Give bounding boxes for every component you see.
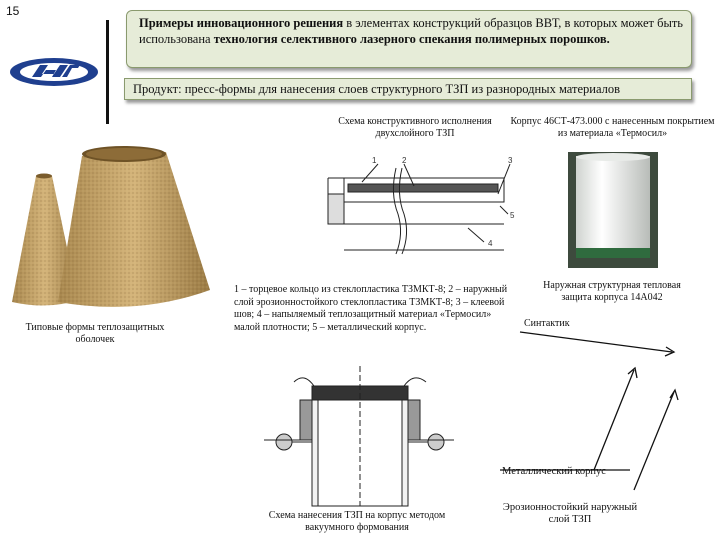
organization-logo-emblem-icon (8, 56, 100, 88)
vertical-divider (106, 20, 109, 124)
callout-2: 2 (402, 156, 407, 165)
callout-3: 3 (508, 156, 513, 165)
label-erosion-layer: Эрозионностойкий наружный слой ТЗП (502, 502, 638, 525)
label-syntactic: Синтактик (524, 318, 570, 329)
title-bold-part: Примеры инновационного решения (139, 16, 344, 30)
caption-two-layer-scheme: Схема конструктивного исполнения двухслойного ТЗП (338, 116, 492, 139)
callout-5: 5 (510, 211, 515, 220)
two-layer-scheme-diagram (318, 154, 520, 258)
caption-outer-protection: Наружная структурная тепловая защита корпуса 14А042 (543, 280, 681, 303)
legend-text: 1 – торцевое кольцо из стеклопластика ТЗМКТ-8; 2 – наружный слой эрозионностойкого стеклопластика ТЗМКТ-8; 3 – клеевой шов; 4 – напыляемый теплозащитный материал «Термосил» малой плотности; 5 – металлический корпус. (234, 284, 508, 333)
title-bold-part-2: технология селективного лазерного спекания полимерных порошков. (213, 32, 610, 46)
slide-title-box (126, 10, 692, 68)
callout-1: 1 (372, 156, 377, 165)
caption-vacuum-scheme: Схема нанесения ТЗП на корпус методом вакуумного формования (268, 510, 446, 533)
slide-number: 15 (6, 4, 20, 18)
callout-4: 4 (488, 239, 493, 248)
housing-photo (568, 152, 658, 268)
label-metal-housing: Металлический корпус (502, 466, 606, 477)
title-normal-part: в элементах конструкций образцов ВВТ, в которых может быть использована (139, 16, 684, 46)
caption-housing-coated: Корпус 46СТ-473.000 с нанесенным покрытием из материала «Термосил» (510, 116, 715, 139)
layer-arrows (490, 320, 690, 530)
heat-shield-cones-image (8, 140, 214, 312)
vacuum-forming-diagram (254, 362, 460, 508)
caption-typical-forms: Типовые формы теплозащитных оболочек (25, 322, 165, 345)
product-line: Продукт: пресс-формы для нанесения слоев структурного ТЗП из разнородных материалов (124, 78, 692, 100)
